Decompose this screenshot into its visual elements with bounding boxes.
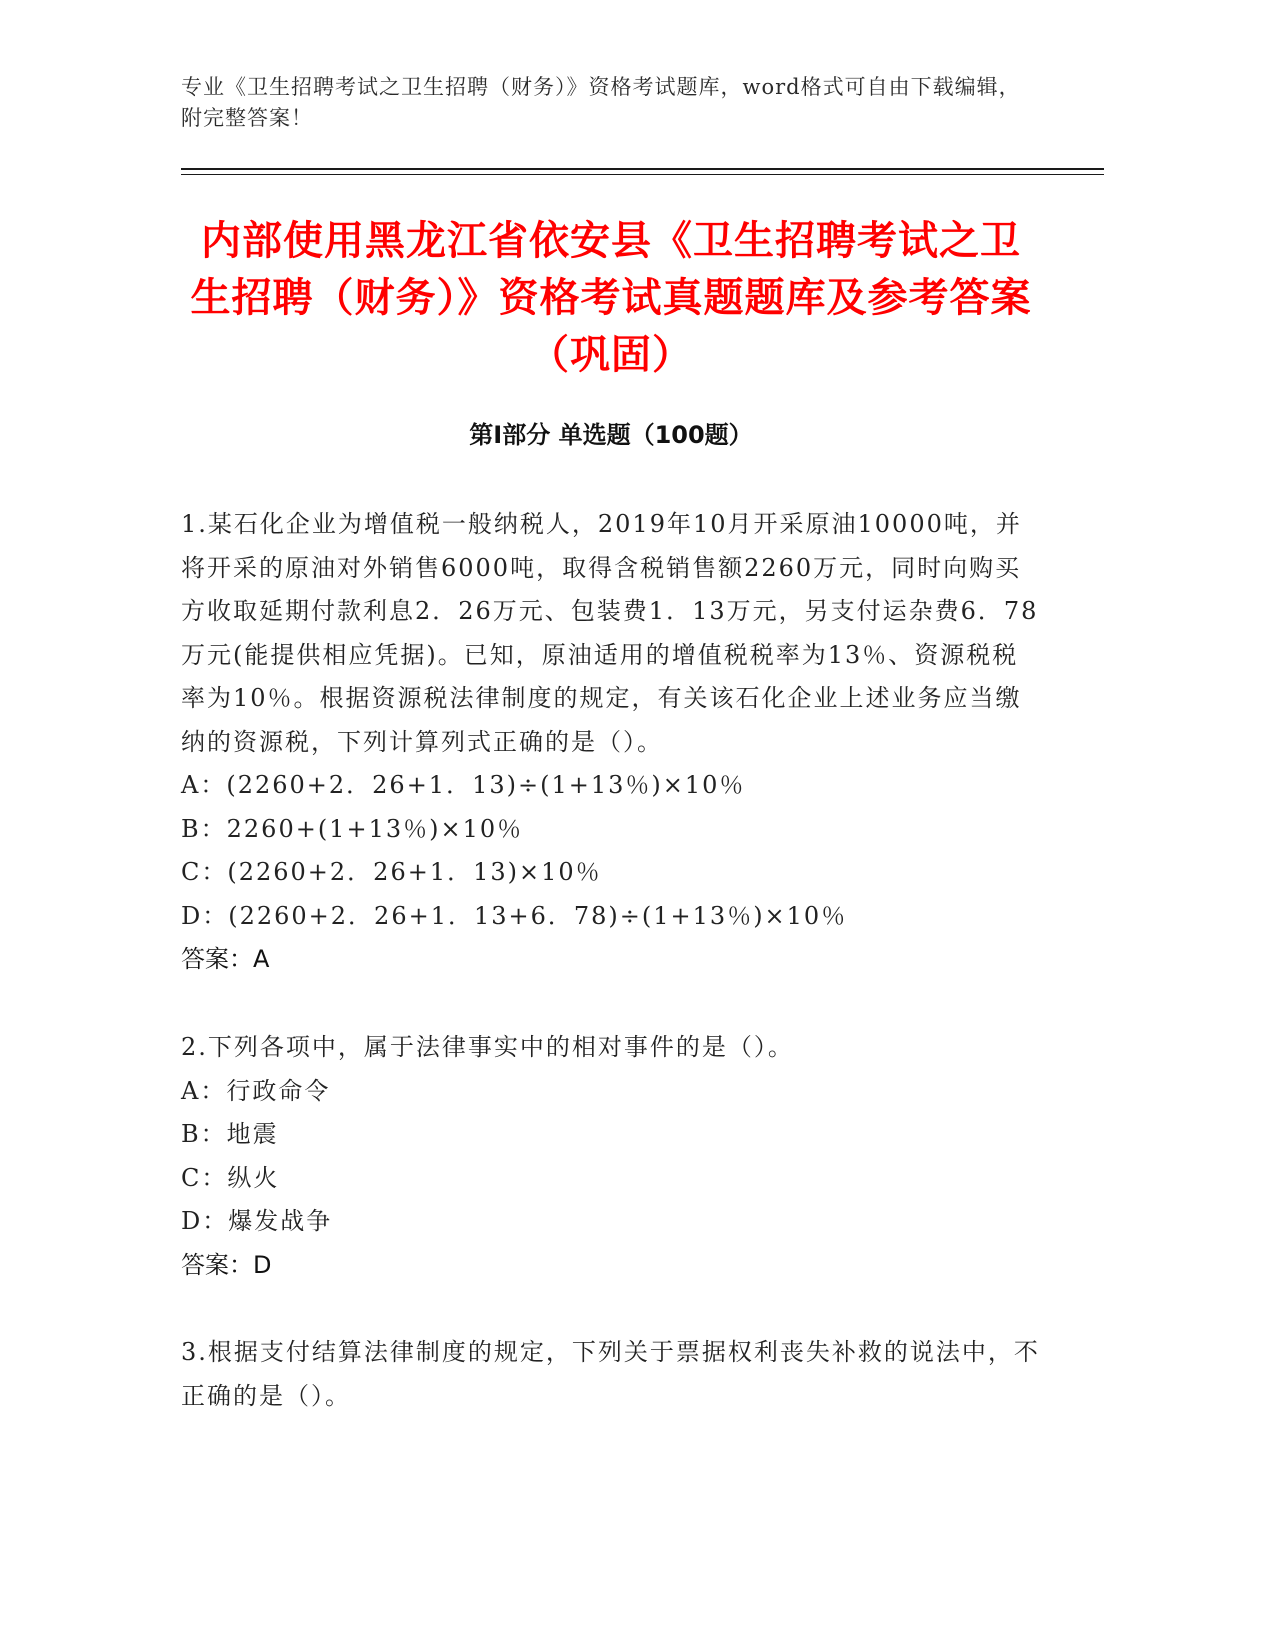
option-d: D：(2260+2．26+1．13+6．78)÷(1+13％)×10％ — [181, 901, 848, 930]
answer: 答案：D — [181, 1250, 272, 1279]
header-divider-thick — [181, 168, 1104, 170]
answer: 答案：A — [181, 945, 270, 973]
question-stem: 1.某石化企业为增值税一般纳税人，2019年10月开采原油10000吨，并将开采的原油对外销售6000吨，取得含税销售额2260万元，同时向购买方收取延期付款利息2．26万元、包装费1．13万元，另支付运杂费6．78万元(能提供相应凭据)。已知，原油适用的增值税税率为13％、资源税税率为10％。根据资源税法律制度的规定，有关该石化企业上述业务应当缴纳的资源税，下列计算列式正确的是（）。 — [181, 510, 1039, 756]
question-2 — [181, 1026, 1041, 1287]
header-note: 专业《卫生招聘考试之卫生招聘（财务）》资格考试题库，word格式可自由下载编辑，附完整答案！ — [181, 75, 1021, 130]
option-d: D：爆发战争 — [181, 1207, 333, 1235]
option-a: A：(2260+2．26+1．13)÷(1+13％)×10％ — [181, 771, 746, 799]
question-3 — [181, 1331, 1041, 1418]
document-title: 内部使用黑龙江省依安县《卫生招聘考试之卫生招聘（财务）》资格考试真题题库及参考答案（巩固） — [190, 218, 1032, 378]
option-b: B：2260+(1+13％)×10％ — [181, 814, 524, 843]
question-stem: 2.下列各项中，属于法律事实中的相对事件的是（）。 — [181, 1033, 794, 1061]
header-divider-thin — [181, 174, 1104, 175]
question-stem: 3.根据支付结算法律制度的规定，下列关于票据权利丧失补救的说法中，不正确的是（）。 — [181, 1338, 1040, 1410]
section-heading: 第Ⅰ部分 单选题（100题） — [469, 421, 753, 449]
question-1 — [181, 503, 1041, 982]
option-b: B：地震 — [181, 1120, 279, 1148]
option-a: A：行政命令 — [181, 1076, 331, 1105]
option-c: C：(2260+2．26+1．13)×10％ — [181, 858, 602, 886]
option-c: C：纵火 — [181, 1163, 280, 1192]
